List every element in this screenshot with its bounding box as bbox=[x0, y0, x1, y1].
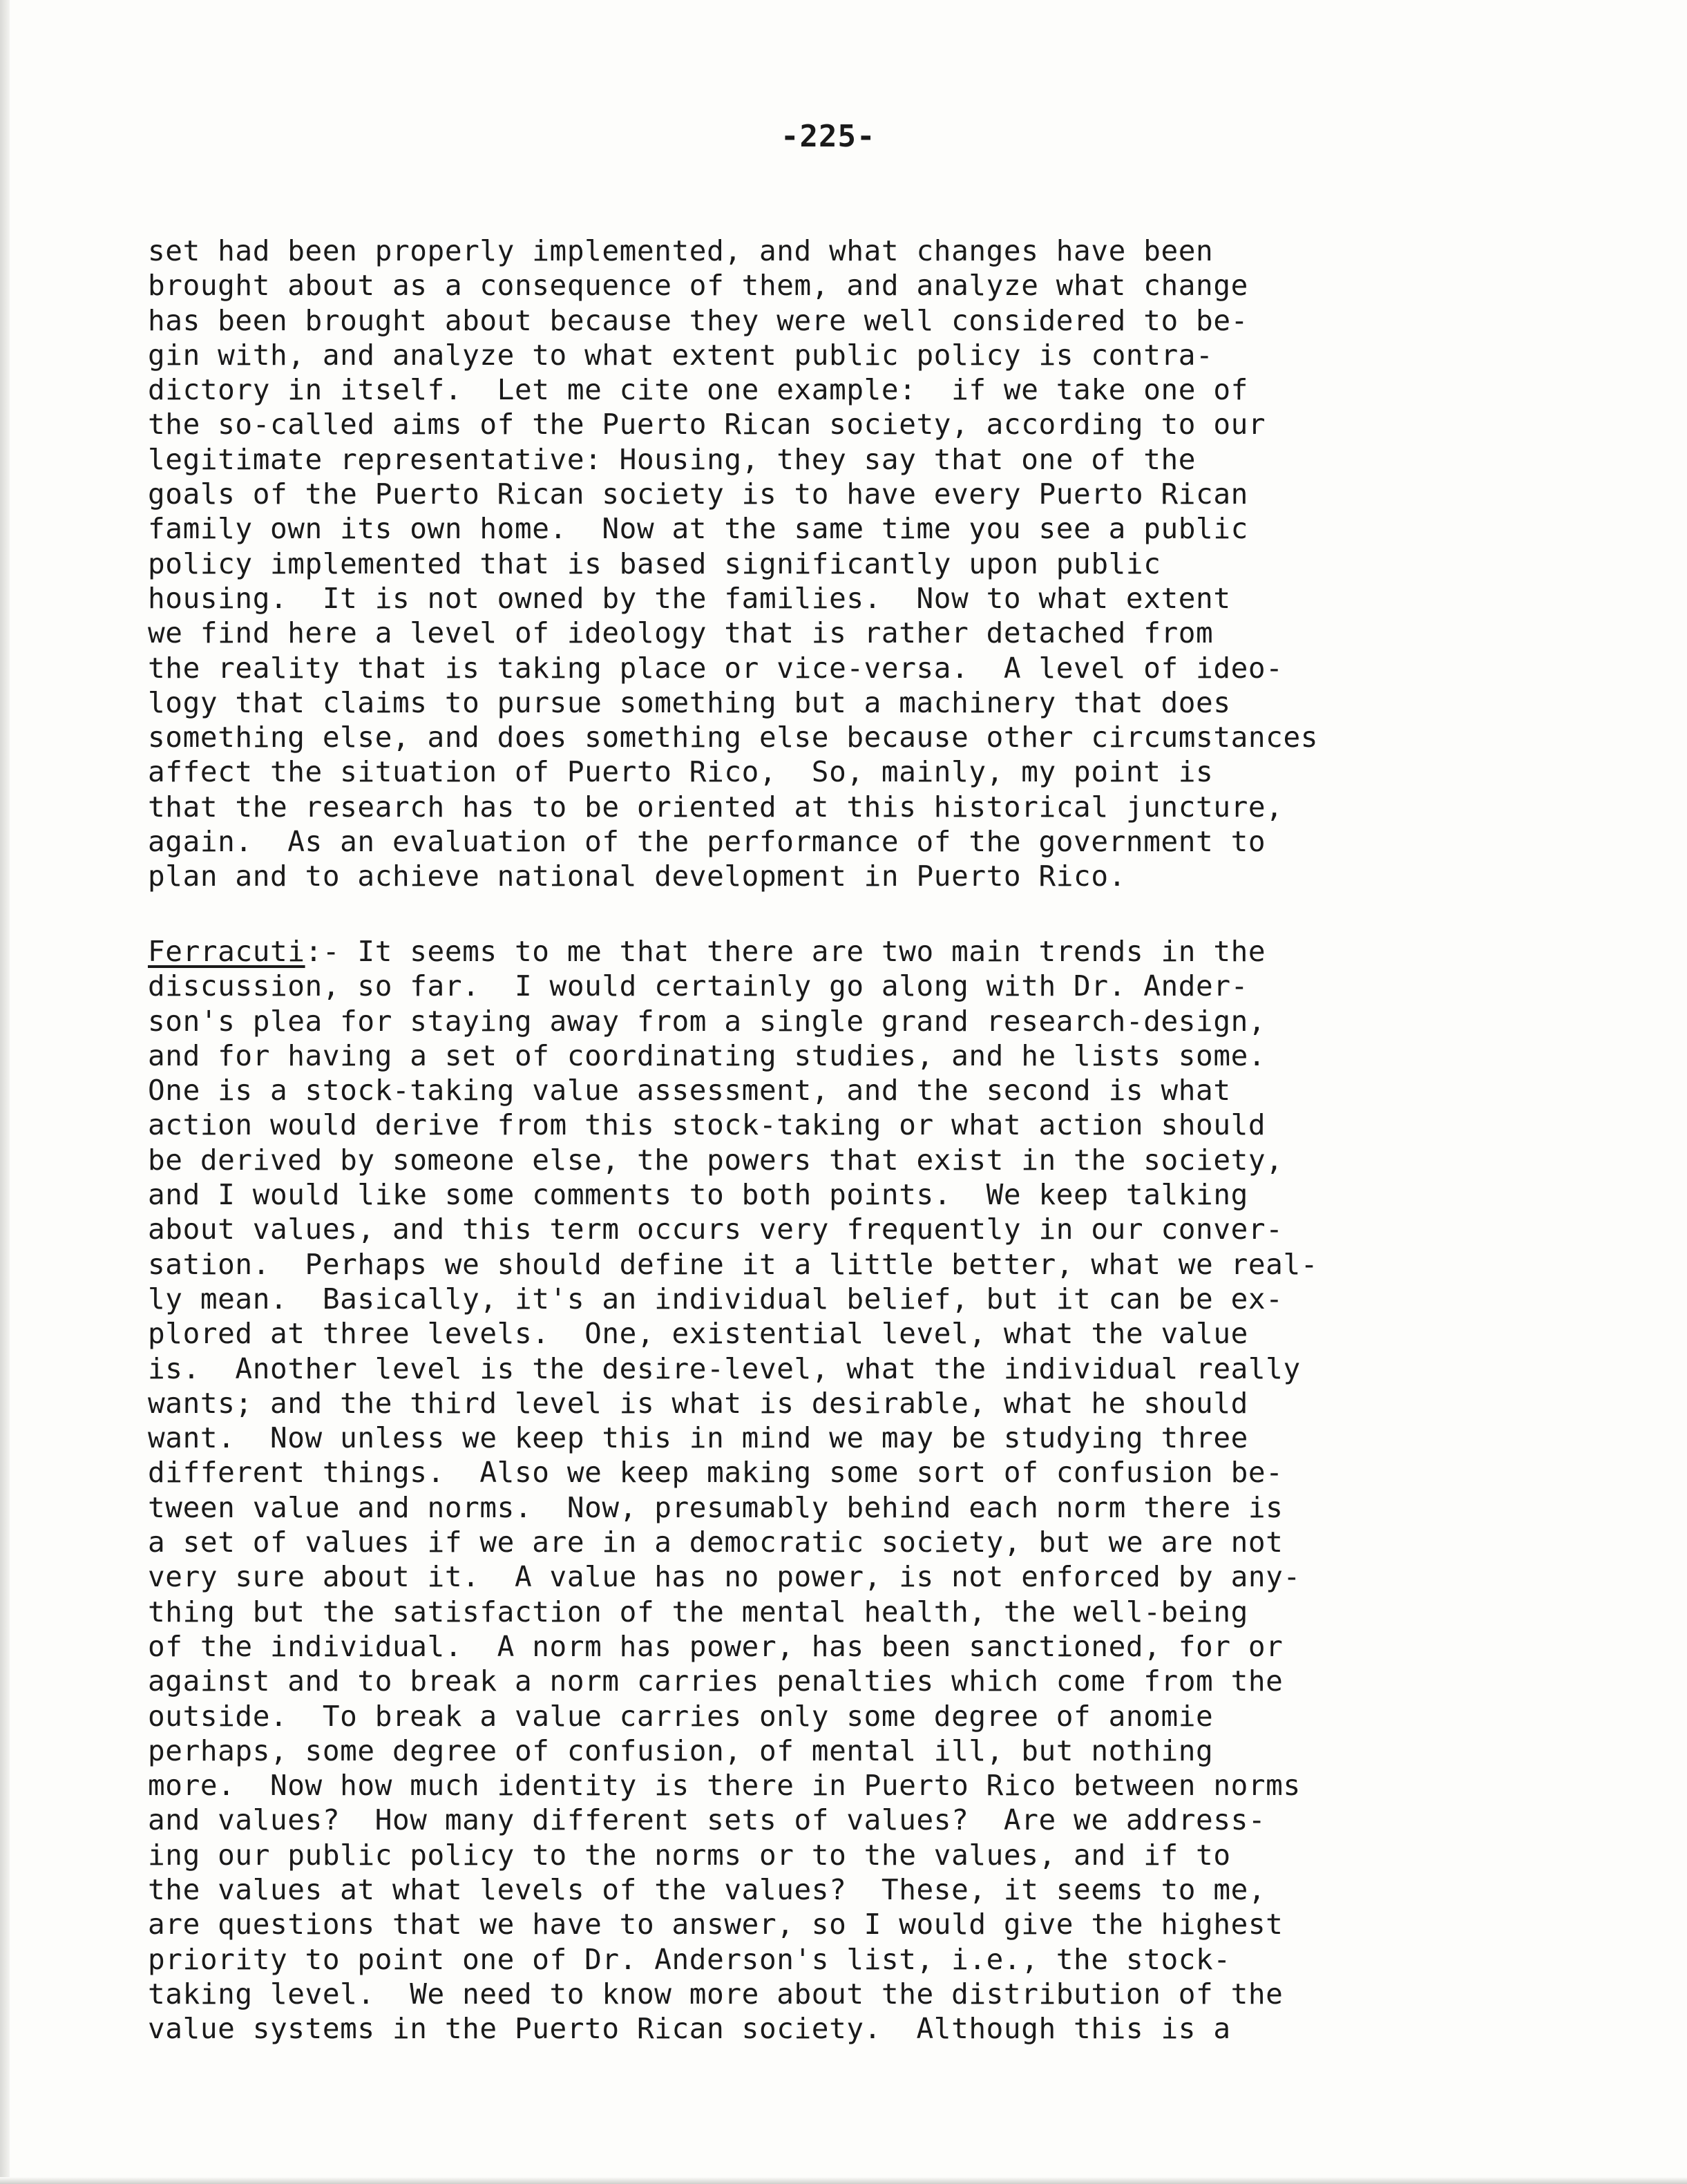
paragraph-line: is. Another level is the desire-level, what the individual really bbox=[148, 1351, 1301, 1385]
paragraph-line: gin with, and analyze to what extent public policy is contra- bbox=[148, 338, 1214, 372]
paragraph-line: and for having a set of coordinating studies, and he lists some. bbox=[148, 1038, 1266, 1072]
paragraph-line: a set of values if we are in a democratic society, but we are not bbox=[148, 1526, 1284, 1559]
paragraph-line: dictory in itself. Let me cite one example: if we take one of bbox=[148, 373, 1248, 407]
paragraph-line: perhaps, some degree of confusion, of mental ill, but nothing bbox=[148, 1734, 1214, 1767]
paragraph-line: are questions that we have to answer, so I would give the highest bbox=[148, 1908, 1284, 1941]
paragraph-line: ly mean. Basically, it's an individual belief, but it can be ex- bbox=[148, 1282, 1284, 1316]
page-bottom-edge-shadow bbox=[0, 2177, 1687, 2184]
paragraph-line: sation. Perhaps we should define it a little better, what we real- bbox=[148, 1247, 1319, 1281]
speaker-name: Ferracuti bbox=[148, 935, 305, 968]
paragraph-line: very sure about it. A value has no power, is not enforced by any- bbox=[148, 1560, 1301, 1594]
paragraph-line: goals of the Puerto Rican society is to have every Puerto Rican bbox=[148, 477, 1248, 511]
paragraph-line: has been brought about because they were well considered to be- bbox=[148, 303, 1248, 337]
paragraph-line: legitimate representative: Housing, they say that one of the bbox=[148, 442, 1197, 476]
paragraph-line: affect the situation of Puerto Rico, So, mainly, my point is bbox=[148, 755, 1214, 789]
paragraph-line: family own its own home. Now at the same time you see a public bbox=[148, 512, 1248, 546]
paragraph-line: discussion, so far. I would certainly go along with Dr. Ander- bbox=[148, 969, 1248, 1003]
paragraph-line: policy implemented that is based significantly upon public bbox=[148, 547, 1161, 580]
paragraph-line: plored at three levels. One, existential level, what the value bbox=[148, 1317, 1248, 1351]
paragraph-line: be derived by someone else, the powers that exist in the society, bbox=[148, 1143, 1284, 1177]
paragraph-line: One is a stock-taking value assessment, and the second is what bbox=[148, 1074, 1231, 1108]
paragraph-line: the so-called aims of the Puerto Rican society, according to our bbox=[148, 408, 1266, 441]
paragraph-line: wants; and the third level is what is desirable, what he should bbox=[148, 1386, 1248, 1420]
page-number: -225- bbox=[781, 119, 876, 154]
paragraph-line: taking level. We need to know more about the distribution of the bbox=[148, 1977, 1284, 2011]
paragraph-line: tween value and norms. Now, presumably behind each norm there is bbox=[148, 1490, 1284, 1524]
paragraph-line: something else, and does something else because other circumstances bbox=[148, 721, 1319, 754]
paragraph-line: and I would like some comments to both points. We keep talking bbox=[148, 1178, 1248, 1212]
paragraph-line: value systems in the Puerto Rican society. Although this is a bbox=[148, 2012, 1231, 2046]
paragraph-line: and values? How many different sets of values? Are we address- bbox=[148, 1803, 1266, 1837]
paragraph-line: outside. To break a value carries only some degree of anomie bbox=[148, 1699, 1214, 1733]
paragraph-line: different things. Also we keep making some sort of confusion be- bbox=[148, 1456, 1284, 1490]
paragraph-line: want. Now unless we keep this in mind we may be studying three bbox=[148, 1421, 1248, 1455]
paragraph-line: ing our public policy to the norms or to the values, and if to bbox=[148, 1838, 1231, 1872]
paragraph-line: set had been properly implemented, and what changes have been bbox=[148, 234, 1214, 267]
paragraph-line: thing but the satisfaction of the mental health, the well-being bbox=[148, 1595, 1248, 1628]
paragraph-line: we find here a level of ideology that is rather detached from bbox=[148, 616, 1214, 650]
paragraph-line: more. Now how much identity is there in Puerto Rico between norms bbox=[148, 1769, 1301, 1803]
paragraph-line: against and to break a norm carries penalties which come from the bbox=[148, 1664, 1284, 1698]
paragraph-line: the values at what levels of the values? These, it seems to me, bbox=[148, 1873, 1266, 1907]
page-left-edge-shadow bbox=[0, 0, 10, 2184]
paragraph-line: again. As an evaluation of the performance of the government to bbox=[148, 825, 1266, 859]
paragraph-line: that the research has to be oriented at this historical juncture, bbox=[148, 790, 1284, 824]
paragraph-line: plan and to achieve national development in Puerto Rico. bbox=[148, 860, 1126, 893]
paragraph-line: action would derive from this stock-taking or what action should bbox=[148, 1108, 1266, 1142]
paragraph-line: about values, and this term occurs very frequently in our conver- bbox=[148, 1213, 1284, 1246]
paragraph-line: priority to point one of Dr. Anderson's list, i.e., the stock- bbox=[148, 1942, 1231, 1976]
paragraph-line: brought about as a consequence of them, and analyze what change bbox=[148, 269, 1248, 303]
paragraph-line: son's plea for staying away from a single grand research-design, bbox=[148, 1004, 1266, 1038]
paragraph-line: logy that claims to pursue something but a machinery that does bbox=[148, 685, 1231, 719]
paragraph-ferracuti bbox=[148, 934, 1550, 2047]
paragraph-line: the reality that is taking place or vice-versa. A level of ideo- bbox=[148, 651, 1284, 685]
paragraph-line: of the individual. A norm has power, has been sanctioned, for or bbox=[148, 1629, 1284, 1663]
speaker-line-rest: :- It seems to me that there are two main trends in the bbox=[305, 935, 1266, 968]
paragraph-continuation bbox=[148, 234, 1550, 894]
paragraph-line bbox=[148, 934, 1550, 969]
paragraph-line: housing. It is not owned by the families. Now to what extent bbox=[148, 581, 1231, 615]
